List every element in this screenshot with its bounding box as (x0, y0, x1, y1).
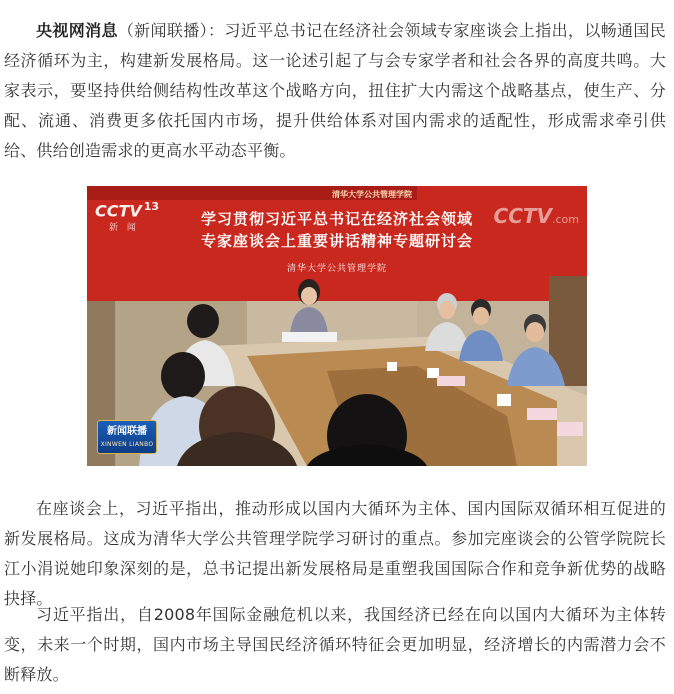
paragraph-2: 在座谈会上，习近平指出，推动形成以国内大循环为主体、国内国际双循环相互促进的新发展格局。这成为清华大学公共管理学院学习研讨的重点。参加完座谈会的公管学院院长江小涓说她印象深刻的是，总书记提出新发展格局是重塑我国国际合作和竞争新优势的战略抉择。 (4, 499, 666, 608)
paragraph-1-text: （新闻联播）：习近平总书记在经济社会领域专家座谈会上指出，以畅通国民经济循环为主，构建新发展格局。这一论述引起了与会专家学者和社会各界的高度共鸣。大家表示，要坚持供给侧结构性改革这个战略方向，扭住扩大内需这个战略基点，使生产、分配、流通、消费更多依托国内市场，提升供给体系对国内需求的适配性，形成需求牵引供给、供给创造需求的更高水平动态平衡。 (4, 21, 666, 160)
speaker (290, 307, 328, 334)
banner-title-line-1: 学习贯彻习近平总书记在经济社会领域 (200, 210, 473, 228)
xinwen-lianbo-logo: 新闻联播 XINWEN LIANBO (97, 420, 157, 454)
cctv13-logo: CCTV $^{13}$ (95, 200, 160, 221)
cup (387, 362, 397, 371)
paragraph-3: 习近平指出，自2008年国际金融危机以来，我国经济已经在向以国内大循环为主体转变，未来一个时期，国内市场主导国民经济循环特征会更加明显，经济增长的内需潜力会不断释放。 (4, 605, 666, 684)
banner-title-line-2: 专家座谈会上重要讲话精神专题研讨会 (200, 232, 473, 250)
banner-top-caption: 清华大学公共管理学院 (332, 190, 412, 199)
name-plate (557, 422, 583, 436)
paragraph-1 (4, 16, 666, 166)
name-plate (437, 376, 465, 386)
cctv-watermark: CCTV.com (493, 204, 579, 228)
news-source: 央视网消息 (36, 21, 118, 40)
name-plate (527, 408, 557, 420)
banner-subtitle: 清华大学公共管理学院 (286, 264, 387, 274)
cctv13-channel-name: 新 闻 (109, 223, 139, 233)
cup (497, 394, 511, 406)
news-photo (87, 186, 587, 466)
